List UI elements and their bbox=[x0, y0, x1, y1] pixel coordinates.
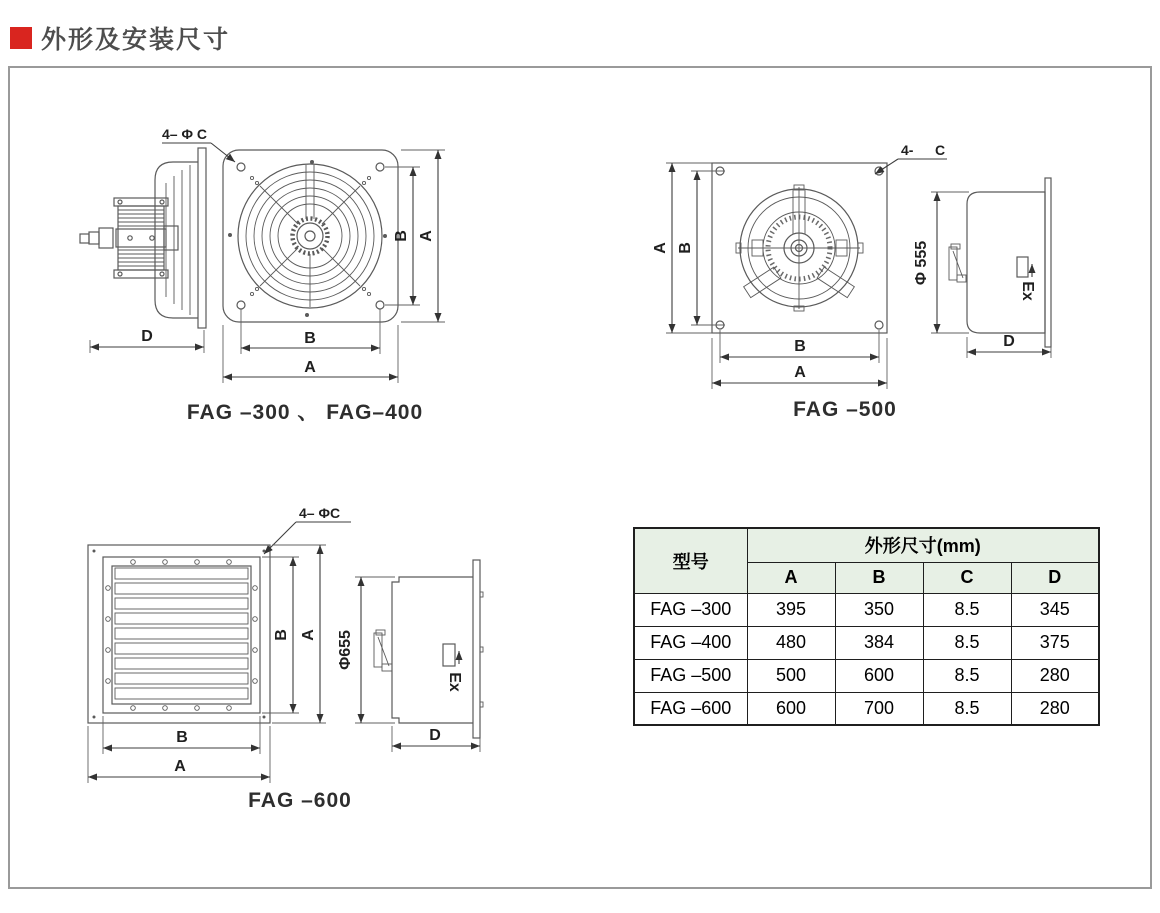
table-col-a: A bbox=[747, 562, 835, 593]
fag-600-drawing bbox=[65, 492, 515, 812]
dimension-table-container bbox=[633, 527, 1100, 726]
louver-front-view bbox=[88, 545, 270, 723]
model-cell: FAG –300 bbox=[634, 593, 747, 626]
dim-a-vertical: A bbox=[418, 230, 435, 242]
dim-b-vertical: B bbox=[393, 230, 410, 242]
value-cell: 600 bbox=[835, 659, 923, 692]
motor-fins bbox=[118, 210, 164, 266]
value-cell: 700 bbox=[835, 692, 923, 725]
value-cell: 480 bbox=[747, 626, 835, 659]
dim-b-vertical: B bbox=[677, 242, 694, 254]
fan-side-view bbox=[913, 178, 1051, 358]
dim-d-horizontal: D bbox=[429, 727, 441, 744]
value-cell: 8.5 bbox=[923, 659, 1011, 692]
dim-b-horizontal: B bbox=[304, 330, 316, 347]
table-row bbox=[634, 692, 1099, 725]
hole-callout bbox=[264, 505, 351, 554]
value-cell: 8.5 bbox=[923, 626, 1011, 659]
dim-d-horizontal: D bbox=[141, 328, 153, 345]
dim-b-horizontal: B bbox=[176, 729, 188, 746]
value-cell: 500 bbox=[747, 659, 835, 692]
hole-count-prefix: 4- bbox=[901, 142, 914, 158]
value-cell: 395 bbox=[747, 593, 835, 626]
dim-b-horizontal: B bbox=[794, 338, 806, 355]
dim-a-horizontal: A bbox=[174, 758, 186, 775]
hole-count-suffix: C bbox=[935, 142, 946, 158]
fag-600-caption: FAG –600 bbox=[248, 789, 352, 812]
value-cell: 384 bbox=[835, 626, 923, 659]
dimension-lines bbox=[88, 545, 326, 783]
fag-500-drawing bbox=[640, 118, 1090, 418]
value-cell: 8.5 bbox=[923, 692, 1011, 725]
guard-cross bbox=[736, 185, 863, 311]
hole-count-label: 4– ΦC bbox=[299, 505, 341, 521]
dimension-table bbox=[633, 527, 1100, 726]
page-header bbox=[10, 20, 230, 56]
table-row bbox=[634, 626, 1099, 659]
dim-a-vertical: A bbox=[300, 629, 317, 641]
model-cell: FAG –500 bbox=[634, 659, 747, 692]
dim-a-vertical: A bbox=[652, 242, 669, 254]
value-cell: 350 bbox=[835, 593, 923, 626]
fag-300-400-drawing bbox=[63, 98, 483, 418]
table-header-model: 型号 bbox=[634, 528, 747, 593]
guard-spokes bbox=[260, 165, 360, 307]
table-col-d: D bbox=[1011, 562, 1099, 593]
dim-b-vertical: B bbox=[273, 629, 290, 641]
model-cell: FAG –600 bbox=[634, 692, 747, 725]
table-row bbox=[634, 659, 1099, 692]
dimension-lines bbox=[90, 150, 445, 383]
terminal-box bbox=[374, 630, 392, 671]
dim-d-horizontal: D bbox=[1003, 333, 1015, 350]
table-col-b: B bbox=[835, 562, 923, 593]
diameter-label: Φ655 bbox=[337, 630, 354, 670]
ex-mark-box bbox=[443, 644, 455, 666]
hole-callout bbox=[875, 142, 947, 174]
value-cell: 280 bbox=[1011, 692, 1099, 725]
dim-a-horizontal: A bbox=[794, 364, 806, 381]
fag-300-400-caption: FAG –300 、 FAG–400 bbox=[186, 401, 424, 424]
fan-front-view bbox=[712, 163, 887, 333]
table-col-c: C bbox=[923, 562, 1011, 593]
value-cell: 280 bbox=[1011, 659, 1099, 692]
model-cell: FAG –400 bbox=[634, 626, 747, 659]
fan-front-view bbox=[223, 150, 398, 322]
value-cell: 600 bbox=[747, 692, 835, 725]
table-header-dims: 外形尺寸(mm) bbox=[747, 528, 1099, 562]
dim-a-horizontal: A bbox=[304, 359, 316, 376]
page-title: 外形及安装尺寸 bbox=[41, 26, 231, 54]
value-cell: 375 bbox=[1011, 626, 1099, 659]
terminal-box bbox=[949, 244, 966, 282]
ex-mark-box bbox=[1017, 257, 1028, 277]
fan-side-view bbox=[337, 560, 483, 752]
value-cell: 8.5 bbox=[923, 593, 1011, 626]
value-cell: 345 bbox=[1011, 593, 1099, 626]
ex-label: Ex bbox=[446, 672, 463, 692]
fag-500-caption: FAG –500 bbox=[793, 398, 897, 421]
hole-count-label: 4– Φ C bbox=[162, 126, 207, 142]
section-bullet-icon bbox=[10, 27, 32, 49]
ex-label: Ex bbox=[1019, 281, 1036, 301]
diameter-label: Φ 555 bbox=[913, 240, 930, 286]
louver-slats bbox=[115, 568, 248, 699]
table-row bbox=[634, 593, 1099, 626]
fan-side-view bbox=[80, 148, 206, 328]
